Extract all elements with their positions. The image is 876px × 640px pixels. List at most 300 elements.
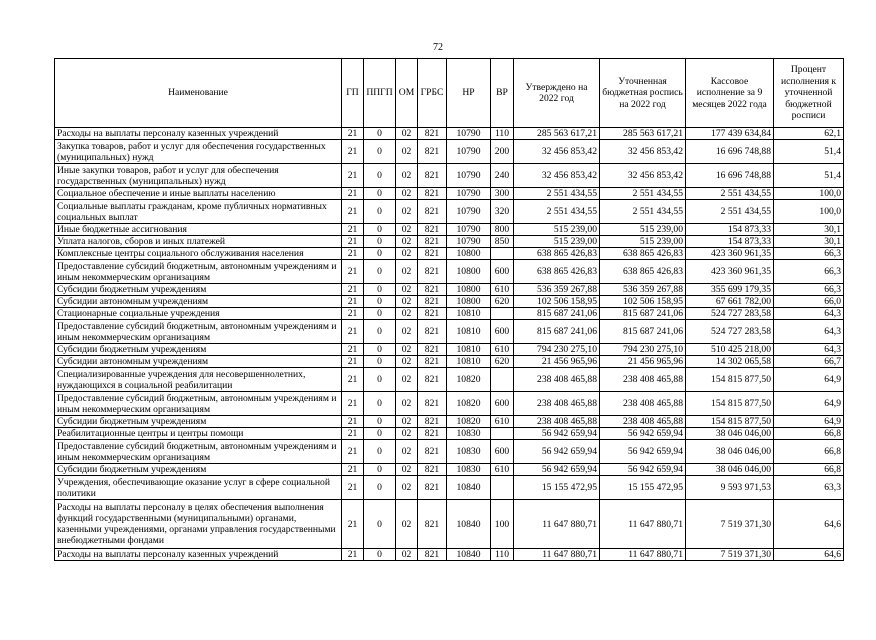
cell-gp: 21: [342, 200, 364, 224]
cell-gp: 21: [342, 260, 364, 284]
cell-percent: 66,3: [774, 248, 844, 260]
cell-np: 10800: [447, 260, 491, 284]
cell-cash: 7 519 371,30: [686, 549, 774, 561]
cell-vr: 300: [491, 188, 514, 200]
cell-gp: 21: [342, 320, 364, 344]
cell-vr: 240: [491, 164, 514, 188]
cell-vr: 600: [491, 392, 514, 416]
cell-name: Социальное обеспечение и иные выплаты населению: [55, 188, 342, 200]
cell-percent: 30,1: [774, 224, 844, 236]
cell-np: 10820: [447, 368, 491, 392]
cell-om: 02: [396, 284, 418, 296]
cell-grbs: 821: [418, 248, 447, 260]
cell-cash: 2 551 434,55: [686, 200, 774, 224]
cell-cash: 16 696 748,88: [686, 140, 774, 164]
cell-np: 10790: [447, 224, 491, 236]
header-row: [55, 59, 844, 128]
cell-ppgp: 0: [364, 200, 396, 224]
cell-ppgp: 0: [364, 416, 396, 428]
cell-refined: 238 408 465,88: [600, 416, 686, 428]
cell-np: 10800: [447, 248, 491, 260]
cell-grbs: 821: [418, 224, 447, 236]
cell-cash: 423 360 961,35: [686, 248, 774, 260]
cell-ppgp: 0: [364, 296, 396, 308]
cell-ppgp: 0: [364, 224, 396, 236]
cell-refined: 15 155 472,95: [600, 476, 686, 500]
cell-percent: 63,3: [774, 476, 844, 500]
table-row: [55, 368, 844, 392]
cell-approved: 638 865 426,83: [514, 248, 600, 260]
cell-grbs: 821: [418, 164, 447, 188]
cell-approved: 102 506 158,95: [514, 296, 600, 308]
cell-vr: 610: [491, 464, 514, 476]
cell-refined: 536 359 267,88: [600, 284, 686, 296]
table-row: [55, 500, 844, 549]
cell-name: Субсидии бюджетным учреждениям: [55, 344, 342, 356]
cell-percent: 66,8: [774, 440, 844, 464]
cell-percent: 64,9: [774, 392, 844, 416]
cell-vr: [491, 248, 514, 260]
cell-gp: 21: [342, 248, 364, 260]
cell-cash: 38 046 046,00: [686, 428, 774, 440]
cell-vr: 620: [491, 356, 514, 368]
cell-name: Расходы на выплаты персоналу казенных учреждений: [55, 549, 342, 561]
cell-np: 10810: [447, 344, 491, 356]
cell-name: Расходы на выплаты персоналу казенных учреждений: [55, 128, 342, 140]
cell-ppgp: 0: [364, 428, 396, 440]
cell-cash: 38 046 046,00: [686, 464, 774, 476]
table-row: [55, 140, 844, 164]
cell-grbs: 821: [418, 260, 447, 284]
cell-approved: 15 155 472,95: [514, 476, 600, 500]
table-row: [55, 476, 844, 500]
cell-approved: 815 687 241,06: [514, 308, 600, 320]
cell-approved: 238 408 465,88: [514, 416, 600, 428]
cell-refined: 21 456 965,96: [600, 356, 686, 368]
cell-percent: 66,8: [774, 428, 844, 440]
cell-approved: 56 942 659,94: [514, 440, 600, 464]
table-row: [55, 248, 844, 260]
table-row: [55, 188, 844, 200]
cell-approved: 56 942 659,94: [514, 464, 600, 476]
cell-np: 10830: [447, 464, 491, 476]
cell-approved: 21 456 965,96: [514, 356, 600, 368]
cell-gp: 21: [342, 392, 364, 416]
cell-refined: 2 551 434,55: [600, 200, 686, 224]
cell-om: 02: [396, 500, 418, 549]
cell-approved: 238 408 465,88: [514, 368, 600, 392]
cell-om: 02: [396, 416, 418, 428]
cell-np: 10820: [447, 392, 491, 416]
cell-percent: 66,8: [774, 464, 844, 476]
cell-ppgp: 0: [364, 464, 396, 476]
cell-refined: 238 408 465,88: [600, 392, 686, 416]
cell-ppgp: 0: [364, 356, 396, 368]
cell-vr: 600: [491, 320, 514, 344]
cell-grbs: 821: [418, 440, 447, 464]
cell-np: 10830: [447, 428, 491, 440]
cell-cash: 524 727 283,58: [686, 320, 774, 344]
cell-percent: 62,1: [774, 128, 844, 140]
cell-percent: 66,3: [774, 260, 844, 284]
cell-percent: 66,0: [774, 296, 844, 308]
cell-vr: 110: [491, 549, 514, 561]
cell-gp: 21: [342, 356, 364, 368]
header-om: ОМ: [396, 59, 418, 128]
cell-np: 10800: [447, 296, 491, 308]
cell-ppgp: 0: [364, 128, 396, 140]
cell-percent: 100,0: [774, 188, 844, 200]
cell-om: 02: [396, 224, 418, 236]
table-body: [55, 128, 844, 561]
cell-ppgp: 0: [364, 260, 396, 284]
cell-percent: 30,1: [774, 236, 844, 248]
cell-refined: 638 865 426,83: [600, 260, 686, 284]
table-row: [55, 356, 844, 368]
cell-name: Предоставление субсидий бюджетным, автономным учреждениям и иным некоммерческим организациям: [55, 260, 342, 284]
cell-approved: 2 551 434,55: [514, 188, 600, 200]
cell-cash: 524 727 283,58: [686, 308, 774, 320]
cell-np: 10830: [447, 440, 491, 464]
cell-refined: 515 239,00: [600, 236, 686, 248]
cell-np: 10840: [447, 549, 491, 561]
cell-grbs: 821: [418, 296, 447, 308]
cell-np: 10820: [447, 416, 491, 428]
cell-grbs: 821: [418, 476, 447, 500]
cell-refined: 515 239,00: [600, 224, 686, 236]
cell-approved: 515 239,00: [514, 236, 600, 248]
cell-name: Предоставление субсидий бюджетным, автономным учреждениям и иным некоммерческим организациям: [55, 392, 342, 416]
cell-cash: 7 519 371,30: [686, 500, 774, 549]
cell-name: Расходы на выплаты персоналу в целях обеспечения выполнения функций государственными (муниципальными) органами, казенными учреждениями, органами управления государственными внебюджетными фондами: [55, 500, 342, 549]
cell-ppgp: 0: [364, 284, 396, 296]
header-np: НР: [447, 59, 491, 128]
table-row: [55, 128, 844, 140]
cell-name: Комплексные центры социального обслуживания населения: [55, 248, 342, 260]
cell-refined: 32 456 853,42: [600, 140, 686, 164]
cell-name: Реабилитационные центры и центры помощи: [55, 428, 342, 440]
cell-grbs: 821: [418, 416, 447, 428]
cell-grbs: 821: [418, 500, 447, 549]
cell-approved: 11 647 880,71: [514, 549, 600, 561]
cell-refined: 56 942 659,94: [600, 440, 686, 464]
cell-grbs: 821: [418, 392, 447, 416]
cell-vr: 610: [491, 344, 514, 356]
cell-om: 02: [396, 344, 418, 356]
cell-om: 02: [396, 188, 418, 200]
cell-refined: 11 647 880,71: [600, 500, 686, 549]
table-row: [55, 296, 844, 308]
cell-refined: 638 865 426,83: [600, 248, 686, 260]
cell-np: 10810: [447, 320, 491, 344]
header-name: Наименование: [55, 59, 342, 128]
page-number: 72: [433, 42, 443, 53]
cell-name: Закупка товаров, работ и услуг для обеспечения государственных (муниципальных) нужд: [55, 140, 342, 164]
cell-om: 02: [396, 260, 418, 284]
cell-refined: 238 408 465,88: [600, 368, 686, 392]
cell-gp: 21: [342, 308, 364, 320]
cell-grbs: 821: [418, 140, 447, 164]
cell-percent: 51,4: [774, 140, 844, 164]
cell-vr: 620: [491, 296, 514, 308]
cell-cash: 14 302 065,58: [686, 356, 774, 368]
cell-grbs: 821: [418, 188, 447, 200]
table-row: [55, 440, 844, 464]
cell-grbs: 821: [418, 236, 447, 248]
cell-np: 10790: [447, 128, 491, 140]
cell-om: 02: [396, 464, 418, 476]
cell-om: 02: [396, 392, 418, 416]
cell-cash: 510 425 218,00: [686, 344, 774, 356]
table-row: [55, 260, 844, 284]
header-grbs: ГРБС: [418, 59, 447, 128]
cell-vr: 600: [491, 440, 514, 464]
cell-approved: 515 239,00: [514, 224, 600, 236]
cell-gp: 21: [342, 428, 364, 440]
cell-percent: 100,0: [774, 200, 844, 224]
cell-grbs: 821: [418, 320, 447, 344]
cell-grbs: 821: [418, 308, 447, 320]
header-vr: ВР: [491, 59, 514, 128]
cell-percent: 66,3: [774, 284, 844, 296]
cell-vr: [491, 308, 514, 320]
cell-cash: 38 046 046,00: [686, 440, 774, 464]
cell-refined: 2 551 434,55: [600, 188, 686, 200]
cell-ppgp: 0: [364, 344, 396, 356]
cell-ppgp: 0: [364, 440, 396, 464]
cell-grbs: 821: [418, 200, 447, 224]
cell-np: 10810: [447, 356, 491, 368]
cell-grbs: 821: [418, 368, 447, 392]
cell-gp: 21: [342, 236, 364, 248]
cell-grbs: 821: [418, 549, 447, 561]
cell-refined: 56 942 659,94: [600, 428, 686, 440]
cell-gp: 21: [342, 296, 364, 308]
cell-om: 02: [396, 128, 418, 140]
cell-refined: 815 687 241,06: [600, 320, 686, 344]
cell-refined: 102 506 158,95: [600, 296, 686, 308]
cell-name: Социальные выплаты гражданам, кроме публичных нормативных социальных выплат: [55, 200, 342, 224]
cell-ppgp: 0: [364, 368, 396, 392]
cell-cash: 154 815 877,50: [686, 416, 774, 428]
cell-cash: 67 661 782,00: [686, 296, 774, 308]
table-row: [55, 320, 844, 344]
cell-ppgp: 0: [364, 248, 396, 260]
cell-om: 02: [396, 200, 418, 224]
table-row: [55, 308, 844, 320]
cell-gp: 21: [342, 188, 364, 200]
cell-name: Субсидии автономным учреждениям: [55, 356, 342, 368]
cell-name: Учреждения, обеспечивающие оказание услуг в сфере социальной политики: [55, 476, 342, 500]
cell-vr: [491, 428, 514, 440]
header-gp: ГП: [342, 59, 364, 128]
cell-percent: 66,7: [774, 356, 844, 368]
header-approved: Утверждено на 2022 год: [514, 59, 600, 128]
cell-refined: 56 942 659,94: [600, 464, 686, 476]
cell-gp: 21: [342, 344, 364, 356]
cell-gp: 21: [342, 224, 364, 236]
header-ppgp: ППГП: [364, 59, 396, 128]
cell-percent: 64,6: [774, 500, 844, 549]
table-row: [55, 464, 844, 476]
cell-om: 02: [396, 428, 418, 440]
cell-ppgp: 0: [364, 308, 396, 320]
cell-grbs: 821: [418, 428, 447, 440]
cell-name: Специализированные учреждения для несовершеннолетних, нуждающихся в социальной реабилитации: [55, 368, 342, 392]
cell-name: Предоставление субсидий бюджетным, автономным учреждениям и иным некоммерческим организациям: [55, 320, 342, 344]
cell-refined: 32 456 853,42: [600, 164, 686, 188]
table-row: [55, 236, 844, 248]
cell-gp: 21: [342, 368, 364, 392]
cell-cash: 154 815 877,50: [686, 368, 774, 392]
cell-name: Субсидии бюджетным учреждениям: [55, 416, 342, 428]
cell-name: Иные закупки товаров, работ и услуг для обеспечения государственных (муниципальных) нужд: [55, 164, 342, 188]
cell-refined: 11 647 880,71: [600, 549, 686, 561]
cell-np: 10810: [447, 308, 491, 320]
table-row: [55, 284, 844, 296]
cell-name: Субсидии бюджетным учреждениям: [55, 464, 342, 476]
cell-cash: 423 360 961,35: [686, 260, 774, 284]
cell-vr: [491, 368, 514, 392]
cell-om: 02: [396, 164, 418, 188]
table-row: [55, 224, 844, 236]
cell-name: Предоставление субсидий бюджетным, автономным учреждениям и иным некоммерческим организациям: [55, 440, 342, 464]
cell-percent: 64,3: [774, 344, 844, 356]
cell-om: 02: [396, 236, 418, 248]
cell-approved: 794 230 275,10: [514, 344, 600, 356]
cell-name: Субсидии автономным учреждениям: [55, 296, 342, 308]
cell-grbs: 821: [418, 128, 447, 140]
cell-vr: 850: [491, 236, 514, 248]
cell-vr: 610: [491, 416, 514, 428]
cell-cash: 355 699 179,35: [686, 284, 774, 296]
cell-ppgp: 0: [364, 549, 396, 561]
cell-name: Субсидии бюджетным учреждениям: [55, 284, 342, 296]
cell-gp: 21: [342, 500, 364, 549]
cell-approved: 56 942 659,94: [514, 428, 600, 440]
cell-cash: 16 696 748,88: [686, 164, 774, 188]
cell-grbs: 821: [418, 464, 447, 476]
cell-np: 10800: [447, 284, 491, 296]
cell-gp: 21: [342, 140, 364, 164]
cell-om: 02: [396, 476, 418, 500]
cell-gp: 21: [342, 128, 364, 140]
cell-name: Уплата налогов, сборов и иных платежей: [55, 236, 342, 248]
cell-ppgp: 0: [364, 320, 396, 344]
cell-gp: 21: [342, 549, 364, 561]
cell-grbs: 821: [418, 344, 447, 356]
header-percent: Процент исполнения к уточненной бюджетной росписи: [774, 59, 844, 128]
cell-gp: 21: [342, 464, 364, 476]
cell-vr: 200: [491, 140, 514, 164]
cell-om: 02: [396, 296, 418, 308]
cell-approved: 238 408 465,88: [514, 392, 600, 416]
cell-np: 10790: [447, 188, 491, 200]
cell-vr: [491, 476, 514, 500]
cell-approved: 32 456 853,42: [514, 164, 600, 188]
cell-approved: 11 647 880,71: [514, 500, 600, 549]
table-row: [55, 392, 844, 416]
cell-vr: 110: [491, 128, 514, 140]
cell-ppgp: 0: [364, 236, 396, 248]
cell-gp: 21: [342, 476, 364, 500]
cell-approved: 32 456 853,42: [514, 140, 600, 164]
cell-approved: 638 865 426,83: [514, 260, 600, 284]
cell-ppgp: 0: [364, 500, 396, 549]
cell-name: Иные бюджетные ассигнования: [55, 224, 342, 236]
cell-ppgp: 0: [364, 476, 396, 500]
cell-cash: 154 873,33: [686, 224, 774, 236]
cell-np: 10840: [447, 500, 491, 549]
cell-percent: 51,4: [774, 164, 844, 188]
cell-approved: 815 687 241,06: [514, 320, 600, 344]
cell-np: 10790: [447, 140, 491, 164]
cell-om: 02: [396, 356, 418, 368]
cell-percent: 64,6: [774, 549, 844, 561]
cell-om: 02: [396, 248, 418, 260]
cell-vr: 320: [491, 200, 514, 224]
table-row: [55, 344, 844, 356]
header-cash: Кассовое исполнение за 9 месяцев 2022 года: [686, 59, 774, 128]
table-row: [55, 428, 844, 440]
cell-cash: 177 439 634,84: [686, 128, 774, 140]
cell-np: 10840: [447, 476, 491, 500]
cell-approved: 2 551 434,55: [514, 200, 600, 224]
cell-refined: 794 230 275,10: [600, 344, 686, 356]
cell-vr: 800: [491, 224, 514, 236]
cell-np: 10790: [447, 164, 491, 188]
cell-refined: 815 687 241,06: [600, 308, 686, 320]
cell-percent: 64,9: [774, 368, 844, 392]
cell-vr: 100: [491, 500, 514, 549]
cell-np: 10790: [447, 236, 491, 248]
cell-gp: 21: [342, 416, 364, 428]
cell-cash: 154 873,33: [686, 236, 774, 248]
cell-grbs: 821: [418, 356, 447, 368]
cell-name: Стационарные социальные учреждения: [55, 308, 342, 320]
cell-vr: 600: [491, 260, 514, 284]
cell-approved: 285 563 617,21: [514, 128, 600, 140]
cell-om: 02: [396, 308, 418, 320]
cell-gp: 21: [342, 284, 364, 296]
cell-om: 02: [396, 440, 418, 464]
cell-cash: 2 551 434,55: [686, 188, 774, 200]
cell-percent: 64,3: [774, 308, 844, 320]
table-row: [55, 164, 844, 188]
header-refined: Уточненная бюджетная роспись на 2022 год: [600, 59, 686, 128]
cell-refined: 285 563 617,21: [600, 128, 686, 140]
cell-ppgp: 0: [364, 140, 396, 164]
cell-cash: 154 815 877,50: [686, 392, 774, 416]
cell-gp: 21: [342, 440, 364, 464]
cell-vr: 610: [491, 284, 514, 296]
cell-ppgp: 0: [364, 392, 396, 416]
table-row: [55, 549, 844, 561]
cell-approved: 536 359 267,88: [514, 284, 600, 296]
cell-ppgp: 0: [364, 164, 396, 188]
cell-percent: 64,3: [774, 320, 844, 344]
cell-gp: 21: [342, 164, 364, 188]
cell-ppgp: 0: [364, 188, 396, 200]
cell-grbs: 821: [418, 284, 447, 296]
table-row: [55, 200, 844, 224]
cell-percent: 64,9: [774, 416, 844, 428]
cell-om: 02: [396, 368, 418, 392]
cell-np: 10790: [447, 200, 491, 224]
cell-om: 02: [396, 549, 418, 561]
budget-table: [54, 58, 844, 561]
table-row: [55, 416, 844, 428]
